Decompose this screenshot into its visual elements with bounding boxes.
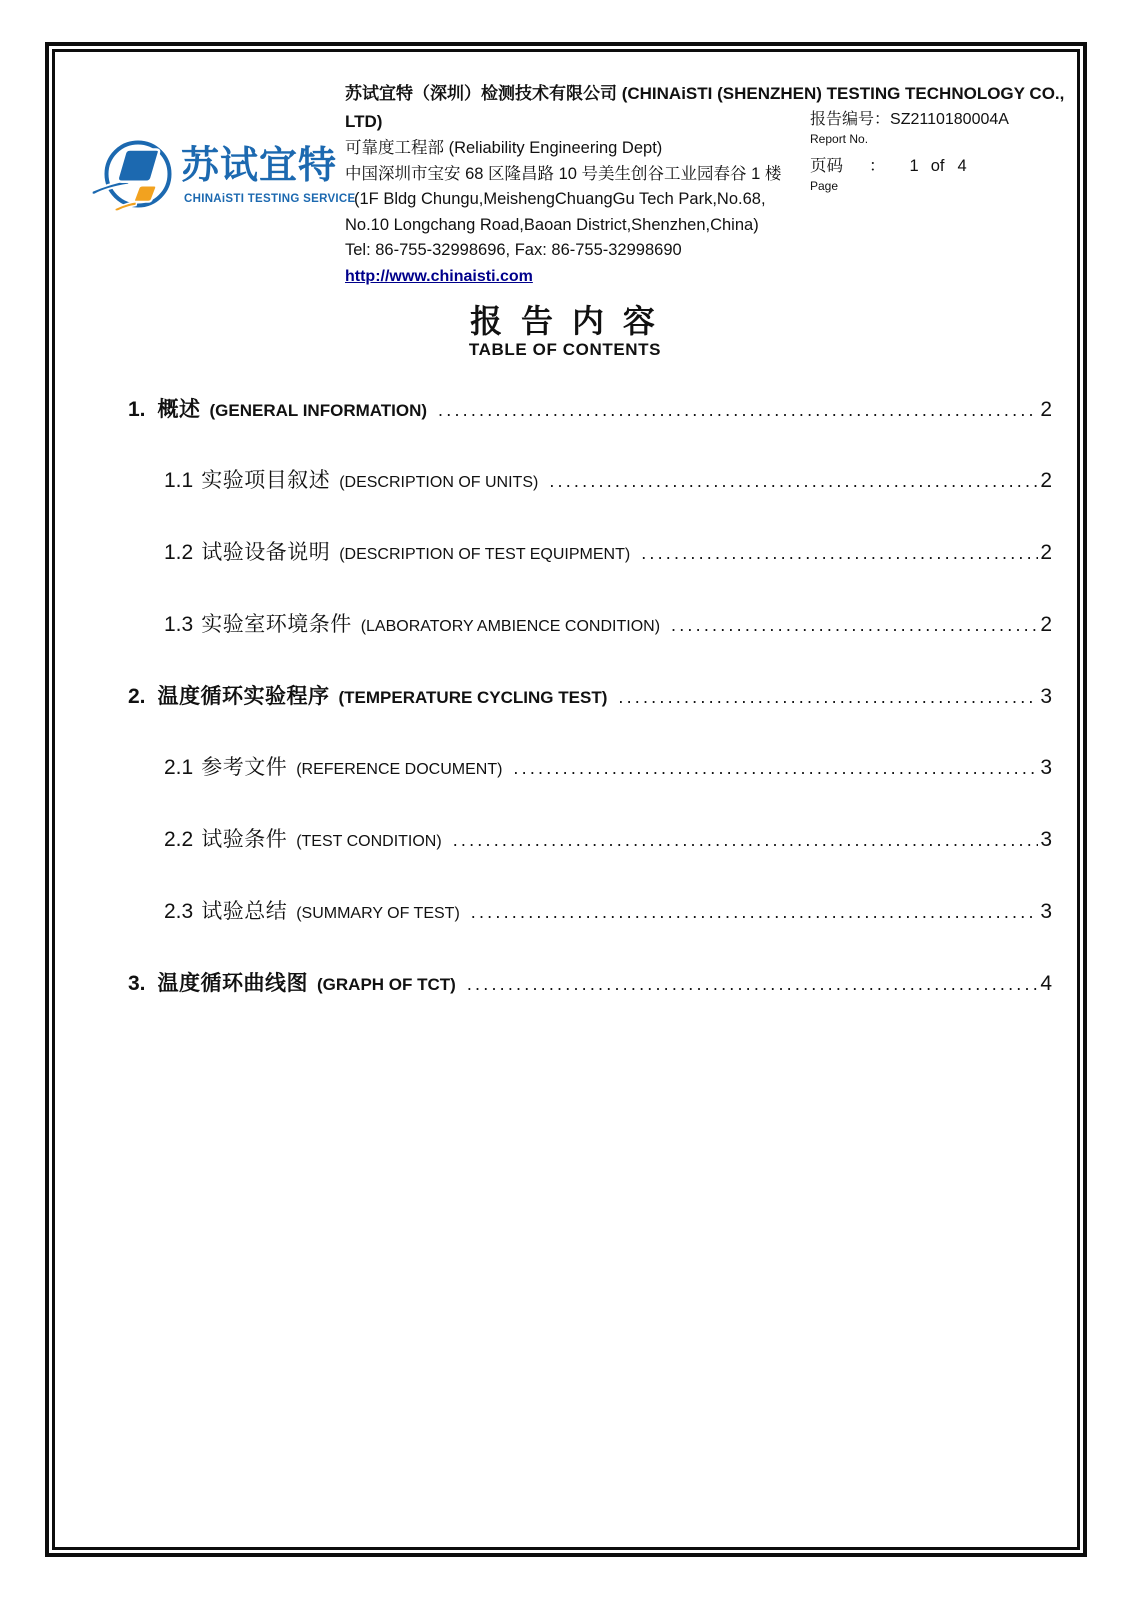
toc-entry-number: 1. bbox=[128, 398, 146, 421]
toc-entry-page: 2 bbox=[1040, 613, 1052, 636]
toc-entry-3 bbox=[128, 971, 1052, 998]
table-of-contents bbox=[128, 397, 1052, 1042]
toc-entry-page: 3 bbox=[1040, 828, 1052, 851]
toc-entry-title-zh: 试验设备说明 bbox=[201, 541, 331, 564]
logo-name-zh: 苏试宜特 bbox=[181, 145, 338, 187]
toc-entry-page: 2 bbox=[1040, 398, 1052, 421]
toc-entry-number: 1.2 bbox=[164, 541, 194, 564]
toc-entry-title-zh: 实验项目叙述 bbox=[201, 469, 331, 492]
toc-entry-number: 2.1 bbox=[164, 756, 194, 779]
toc-entry-2-2 bbox=[128, 827, 1052, 855]
address-en-line1: (1F Bldg Chungu,MeishengChuangGu Tech Park,No.68, bbox=[354, 190, 766, 208]
toc-entry-page: 3 bbox=[1040, 756, 1052, 779]
dotted-leader bbox=[641, 540, 1038, 566]
toc-entry-title-en: (DESCRIPTION OF TEST EQUIPMENT) bbox=[339, 546, 631, 563]
page-sublabel: Page bbox=[810, 179, 839, 193]
address-zh-line: 中国深圳市宝安 68 区隆昌路 10 号美生创谷工业园春谷 1 楼 bbox=[345, 164, 782, 183]
dotted-leader bbox=[453, 827, 1039, 853]
toc-entry-title-en: (GRAPH OF TCT) bbox=[317, 975, 456, 994]
page-colon: ： bbox=[869, 157, 886, 175]
toc-entry-page: 3 bbox=[1040, 900, 1052, 923]
department-line: 可靠度工程部 (Reliability Engineering Dept) bbox=[345, 139, 663, 157]
toc-entry-title-zh: 试验总结 bbox=[201, 900, 288, 923]
toc-entry-title-en: (TEST CONDITION) bbox=[296, 833, 442, 850]
report-info bbox=[810, 106, 1040, 193]
dotted-leader bbox=[549, 468, 1038, 494]
toc-entry-number: 1.3 bbox=[164, 613, 194, 636]
toc-title-zh: 报 告 内 容 bbox=[470, 303, 660, 339]
toc-entry-page: 2 bbox=[1040, 469, 1052, 492]
toc-entry-1-2 bbox=[128, 540, 1052, 568]
report-no-sublabel: Report No. bbox=[810, 132, 869, 146]
report-no-value: SZ2110180004A bbox=[890, 111, 1009, 128]
company-name-line1: 苏试宜特（深圳）检测技术有限公司 (CHINAiSTI (SHENZHEN) TESTING TECHNOLOGY CO., bbox=[345, 84, 1065, 103]
toc-entry-number: 2. bbox=[128, 685, 146, 708]
logo-name-en: CHINAiSTI TESTING SERVICE bbox=[184, 193, 356, 205]
toc-entry-2 bbox=[128, 684, 1052, 711]
toc-entry-title-en: (REFERENCE DOCUMENT) bbox=[296, 761, 503, 778]
website-link[interactable]: http://www.chinaisti.com bbox=[345, 267, 533, 285]
toc-entry-page: 2 bbox=[1040, 541, 1052, 564]
toc-entry-number: 3. bbox=[128, 972, 146, 995]
dotted-leader bbox=[618, 684, 1038, 710]
page-of: of bbox=[930, 157, 945, 175]
toc-entry-title-zh: 温度循环曲线图 bbox=[157, 972, 309, 995]
page-label: 页码 bbox=[810, 157, 843, 175]
toc-entry-title-zh: 试验条件 bbox=[201, 828, 288, 851]
toc-entry-title-zh: 温度循环实验程序 bbox=[157, 685, 330, 708]
toc-entry-2-3 bbox=[128, 899, 1052, 927]
dotted-leader bbox=[467, 971, 1038, 997]
chinaisti-logo-icon bbox=[90, 136, 174, 216]
toc-entry-title-en: (GENERAL INFORMATION) bbox=[209, 401, 428, 420]
toc-entry-number: 2.3 bbox=[164, 900, 194, 923]
toc-entry-title-en: (SUMMARY OF TEST) bbox=[296, 905, 460, 922]
toc-title-en: TABLE OF CONTENTS bbox=[468, 340, 662, 359]
toc-entry-1 bbox=[128, 397, 1052, 424]
toc-entry-title-en: (DESCRIPTION OF UNITS) bbox=[339, 474, 539, 491]
toc-entry-page: 3 bbox=[1040, 685, 1052, 708]
tel-fax-line: Tel: 86-755-32998696, Fax: 86-755-32998690 bbox=[345, 241, 682, 259]
toc-entry-title-en: (TEMPERATURE CYCLING TEST) bbox=[338, 688, 608, 707]
dotted-leader bbox=[438, 397, 1038, 423]
dotted-leader bbox=[671, 612, 1038, 638]
toc-entry-title-zh: 概述 bbox=[157, 398, 201, 421]
toc-entry-title-zh: 参考文件 bbox=[201, 756, 288, 779]
toc-entry-title-en: (LABORATORY AMBIENCE CONDITION) bbox=[360, 618, 661, 635]
page-current: 1 bbox=[909, 157, 919, 175]
toc-entry-title-zh: 实验室环境条件 bbox=[201, 613, 352, 636]
page-total: 4 bbox=[957, 157, 967, 175]
report-no-label: 报告编号： bbox=[810, 111, 891, 128]
dotted-leader bbox=[471, 899, 1039, 925]
toc-entry-number: 2.2 bbox=[164, 828, 194, 851]
address-en-line2: No.10 Longchang Road,Baoan District,Shenzhen,China) bbox=[345, 215, 759, 234]
toc-entry-2-1 bbox=[128, 755, 1052, 783]
toc-entry-number: 1.1 bbox=[164, 469, 194, 492]
company-name-line2: LTD) bbox=[345, 112, 383, 131]
toc-entry-1-1 bbox=[128, 468, 1052, 496]
dotted-leader bbox=[513, 755, 1038, 781]
toc-entry-1-3 bbox=[128, 612, 1052, 640]
toc-entry-page: 4 bbox=[1040, 972, 1052, 995]
